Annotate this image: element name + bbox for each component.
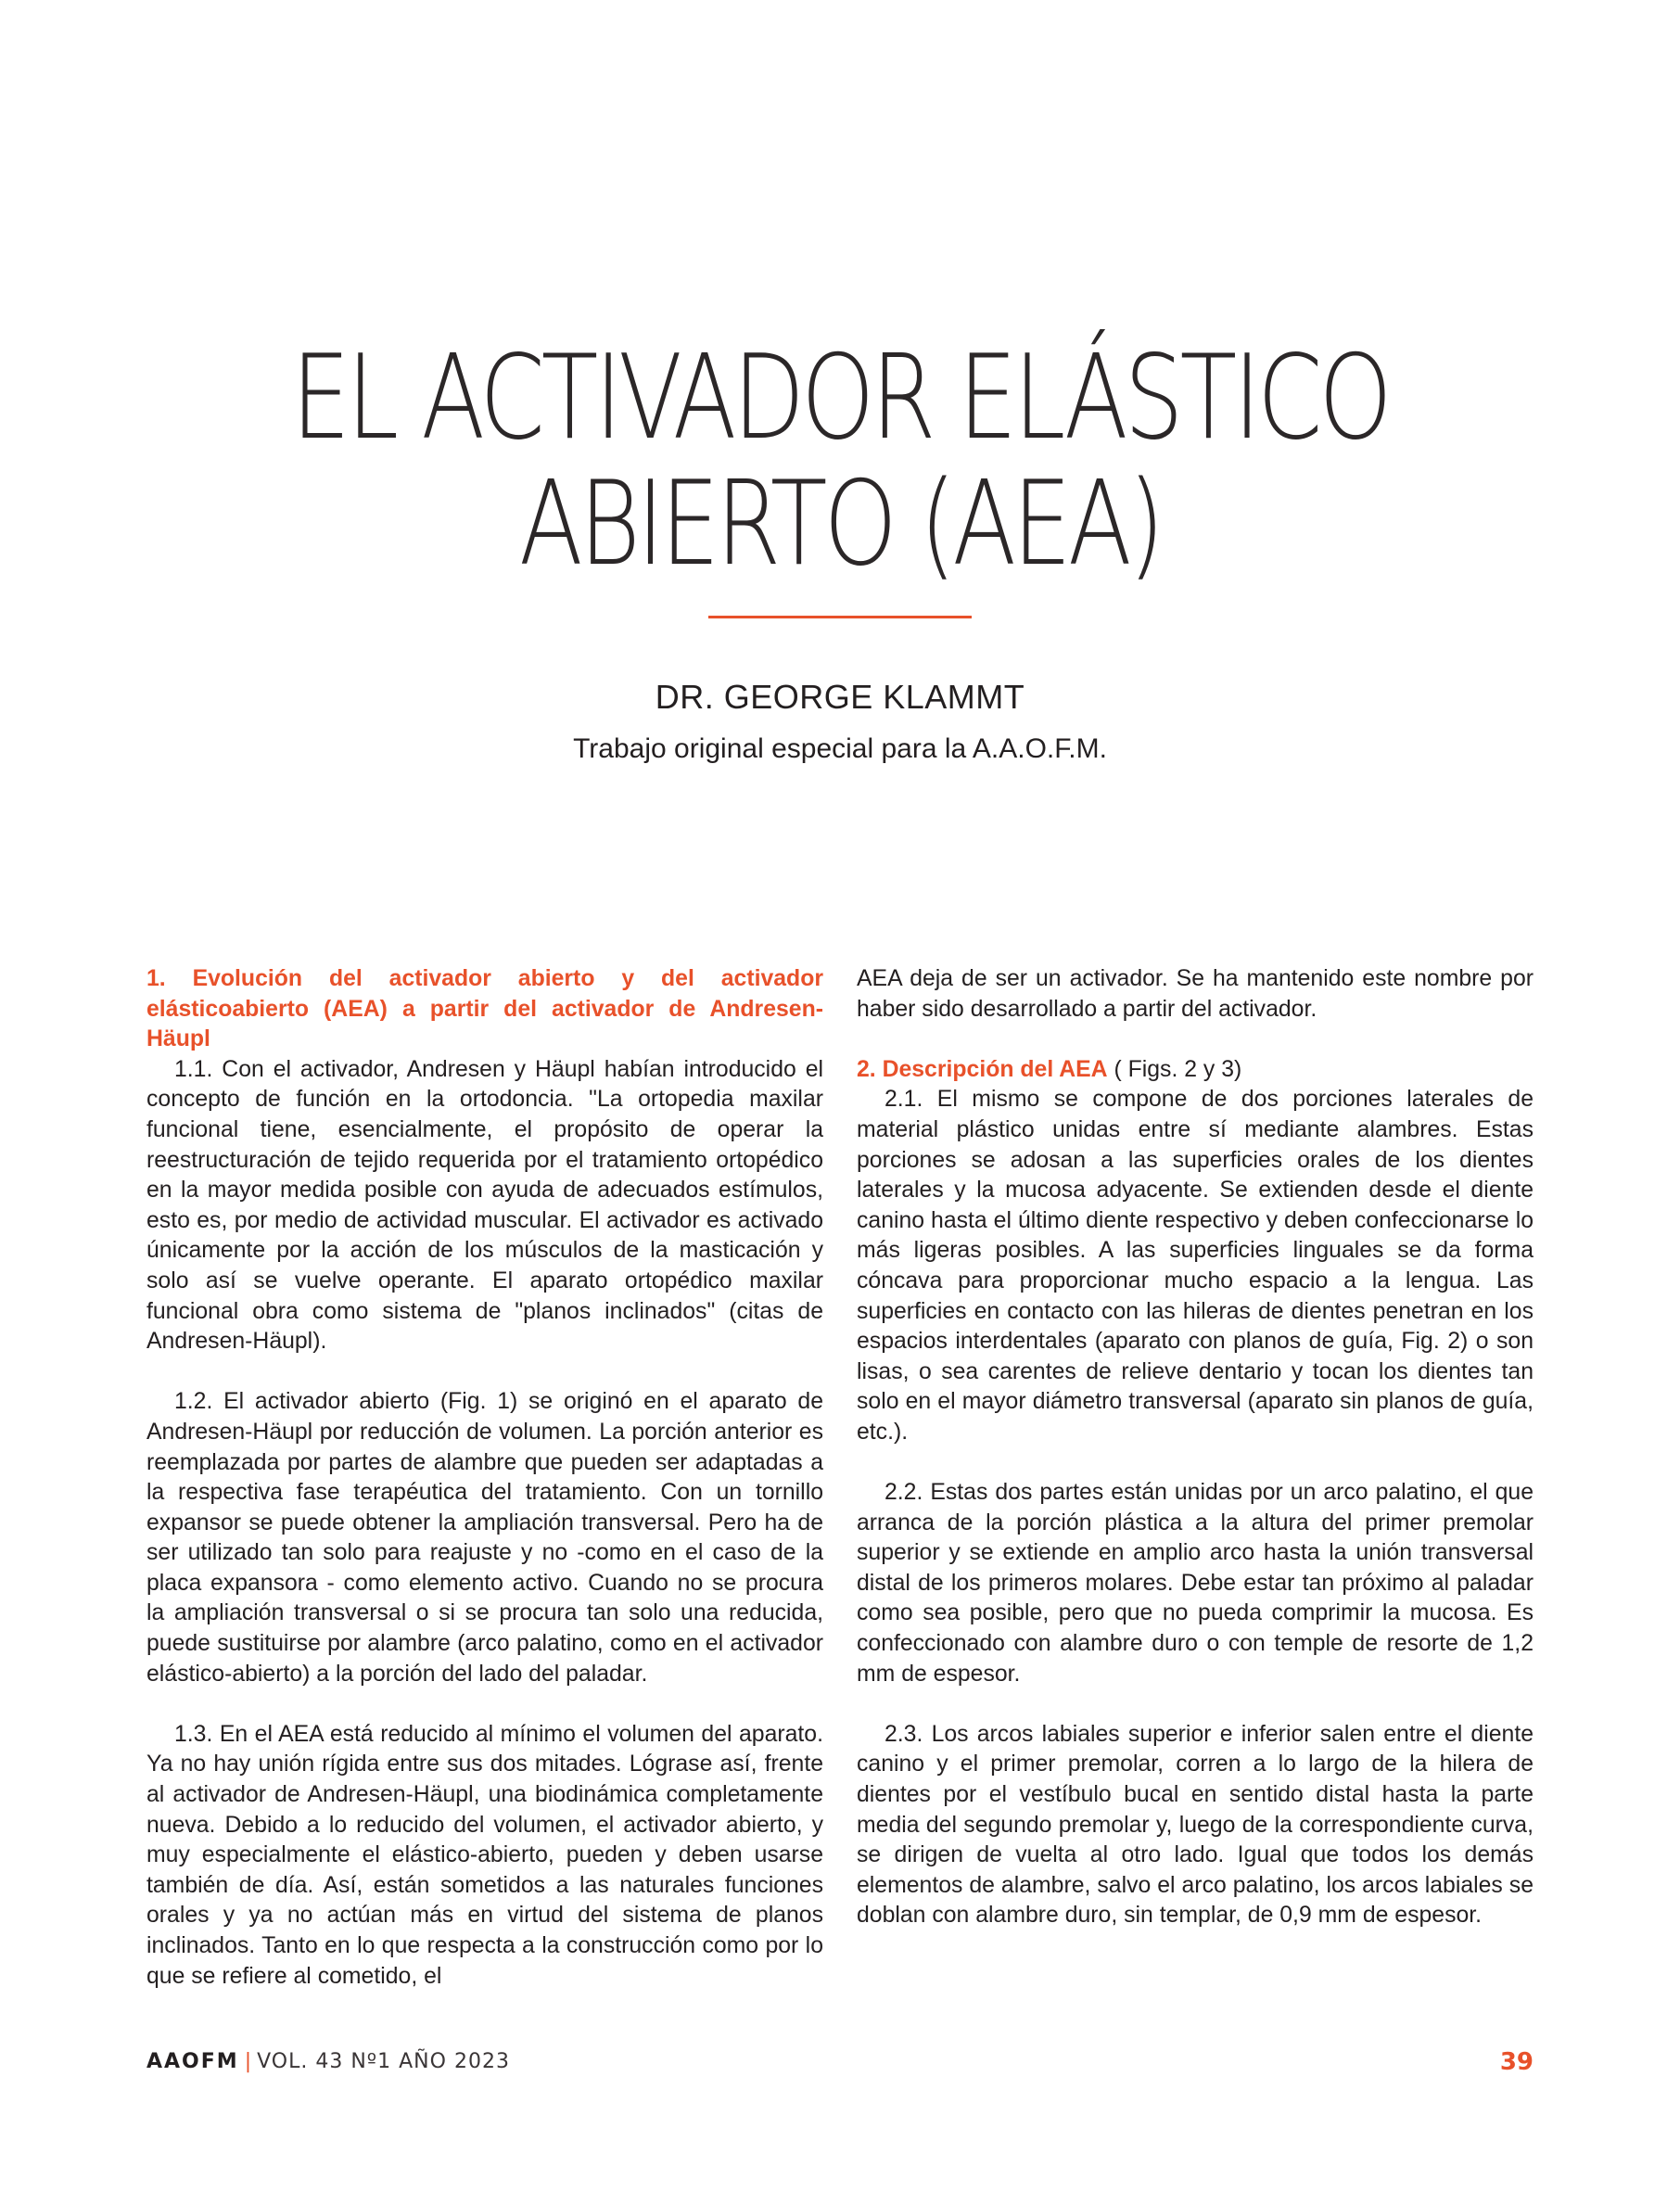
title-divider xyxy=(708,616,972,618)
paragraph-spacer xyxy=(146,1689,823,1720)
right-column xyxy=(857,964,1534,1931)
page-number: 39 xyxy=(1499,2048,1534,2076)
article-title-line-2: ABIERTO (AEA) xyxy=(518,455,1162,592)
paragraph-spacer xyxy=(857,1448,1534,1479)
section-2-heading: 2. Descripción del AEA xyxy=(857,1056,1108,1082)
paragraph-spacer xyxy=(857,1025,1534,1055)
paragraph-1-2: 1.2. El activador abierto (Fig. 1) se originó en el aparato de Andresen-Häupl por reducción de volumen. La porción anterior es reemplazada por partes de alambre que pueden ser adaptadas a la respectiva fase terapéutica del tratamiento. Con un tornillo expansor se puede obtener la ampliación transversal. Pero ha de ser utilizado tan solo para reajuste y no -como en el caso de la placa expansora - como elemento activo. Cuando no se procura la ampliación transversal o si se procura tan solo una reducida, puede sustituirse por alambre (arco palatino, como en el activador elástico-abierto) a la porción del lado del paladar. xyxy=(146,1389,823,1687)
paragraph-1-1: 1.1. Con el activador, Andresen y Häupl habían introducido el concepto de función en la ortodoncia. "La ortopedia maxilar funcional tiene, esencialmente, el propósito de operar la reestructuración de tejido requerida por el tratamiento ortopédico en la mayor medida posible con ayuda de adecuados estímulos, esto es, por medio de actividad muscular. El activador es activado únicamente por la acción de los músculos de la masticación y solo así se vuelve operante. El aparato ortopédico maxilar funcional obra como sistema de "planos inclinados" (citas de Andresen-Häupl). xyxy=(146,1056,823,1355)
paragraph-2-2: 2.2. Estas dos partes están unidas por un arco palatino, el que arranca de la porción plástica a la altura del primer premolar superior y se extiende en amplio arco hasta la unión transversal distal de los primeros molares. Debe estar tan próximo al paladar como sea posible, pero que no pueda comprimir la mucosa. Es confeccionado con alambre duro o con temple de resorte de 1,2 mm de espesor. xyxy=(857,1480,1534,1687)
article-title-line-1: EL ACTIVADOR ELÁSTICO xyxy=(291,329,1389,465)
left-column xyxy=(146,964,823,1992)
section-2-heading-line xyxy=(857,1055,1534,1086)
paragraph-2-1: 2.1. El mismo se compone de dos porciones laterales de material plástico unidas entre sí mediante alambres. Estas porciones se adosan a las superficies orales de los dientes laterales y la mucosa adyacente. Se extienden desde el diente canino hasta el último diente respectivo y deben confeccionarse lo más ligeras posibles. A las superficies linguales se da forma cóncava para proporcionar mucho espacio a la lengua. Las superficies en contacto con las hileras de dientes penetran en los espacios interdentales (aparato con planos de guía, Fig. 2) o son lisas, o sea carentes de relieve dentario y tocan los dientes tan solo en el mayor diámetro transversal (aparato sin planos de guía, etc.). xyxy=(857,1087,1534,1445)
section-1-heading: 1. Evolución del activador abierto y del activador elásticoabierto (AEA) a partir del activador de Andresen-Häupl xyxy=(146,966,823,1052)
section-2-heading-figures: ( Figs. 2 y 3) xyxy=(1107,1056,1242,1082)
paragraph-1-3: 1.3. En el AEA está reducido al mínimo el volumen del aparato. Ya no hay unión rígida entre sus dos mitades. Lógrase así, frente al activador de Andresen-Häupl, una biodinámica completamente nueva. Debido a lo reducido del volumen, el activador abierto, y muy especialmente el elástico-abierto, pueden y deben usarse también de día. Así, están sometidos a las naturales funciones orales y ya no actúan más en virtud del sistema de planos inclinados. Tanto en lo que respecta a la construcción como por lo que se refiere al cometido, el xyxy=(146,1721,823,1989)
paragraph-spacer xyxy=(146,1357,823,1388)
article-subtitle: Trabajo original especial para la A.A.O.F.M. xyxy=(573,733,1107,764)
paragraph-continued: AEA deja de ser un activador. Se ha mantenido este nombre por haber sido desarrollado a partir del activador. xyxy=(857,966,1534,1022)
author-name: DR. GEORGE KLAMMT xyxy=(655,678,1025,716)
paragraph-spacer xyxy=(857,1689,1534,1720)
journal-name: AAOFM xyxy=(146,2050,239,2073)
page-footer xyxy=(146,2044,1534,2081)
paragraph-2-3: 2.3. Los arcos labiales superior e inferior salen entre el diente canino y el primer premolar, corren a lo largo de la hilera de dientes por el vestíbulo bucal en sentido distal hasta la parte media del segundo premolar y, luego de la correspondiente curva, se dirigen de vuelta al otro lado. Igual que todos los demás elementos de alambre, salvo el arco palatino, los arcos labiales se doblan con alambre duro, sin templar, de 0,9 mm de espesor. xyxy=(857,1721,1534,1929)
footer-separator: | xyxy=(244,2050,252,2073)
issue-info: VOL. 43 Nº1 AÑO 2023 xyxy=(257,2050,510,2073)
